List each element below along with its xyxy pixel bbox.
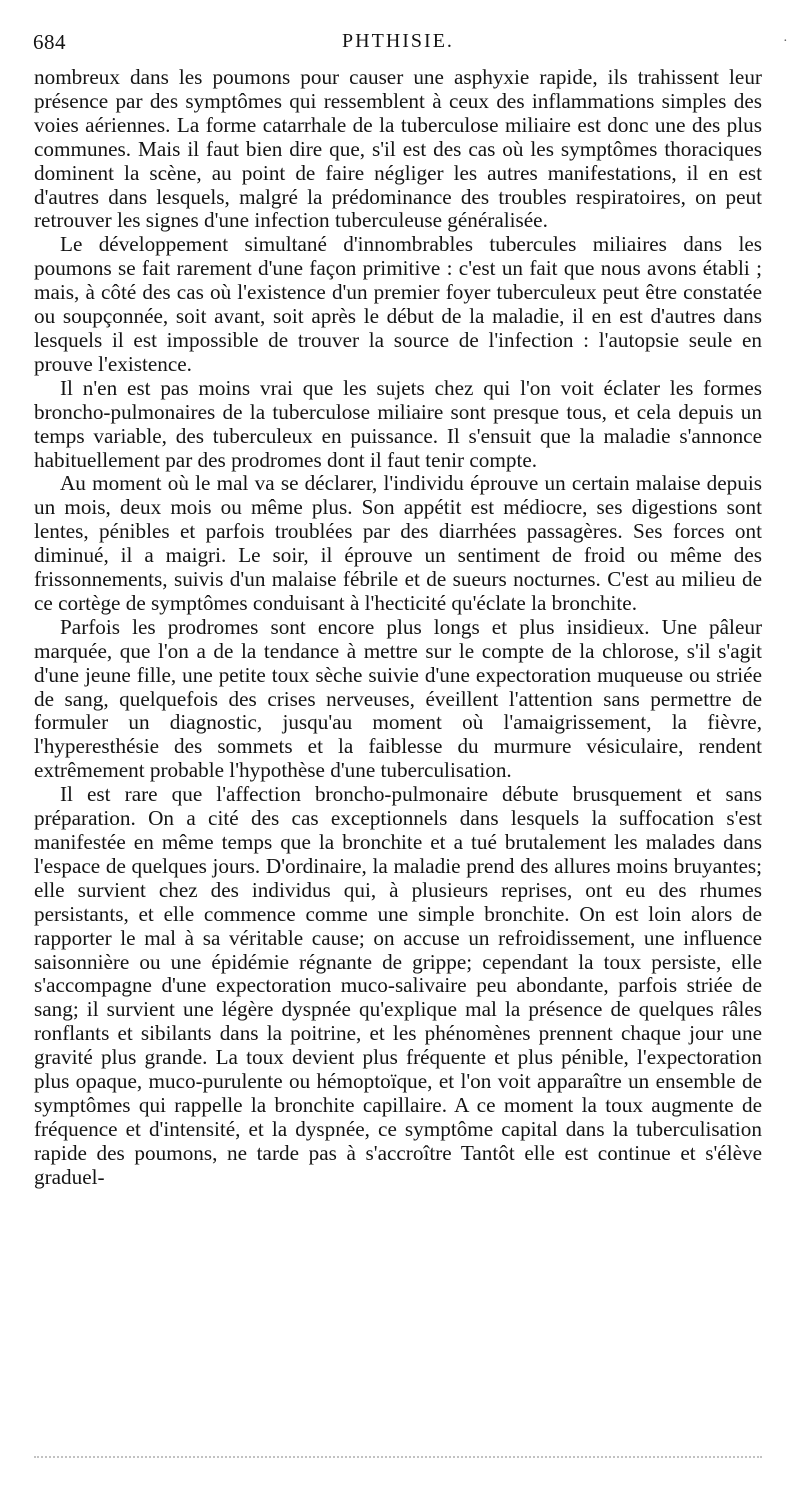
paragraph-1: nombreux dans les poumons pour causer une asphyxie rapide, ils trahissent leur présence par des symptômes qui ressemblent à ceux des inflammations simples des voies aériennes. La forme catarrhale de la tuberculose miliaire est donc une des plus communes. Mais il faut bien dire que, s'il est des cas où les symptômes thoraciques dominent la scène, au point de faire négliger les autres manifestations, il en est d'autres dans lesquels, malgré la prédominance des troubles respiratoires, on peut retrouver les signes d'une infection tuberculeuse généralisée. [34,65,762,233]
paragraph-3: Il n'en est pas moins vrai que les sujets chez qui l'on voit éclater les formes broncho-pulmonaires de la tuberculose miliaire sont presque tous, et cela depuis un temps variable, des tuberculeux en puissance. Il s'ensuit que la maladie s'annonce habituellement par des prodromes dont il faut tenir compte. [34,375,762,472]
paragraph-2: Le développement simultané d'innombrables tubercules miliaires dans les poumons se fait rarement d'une façon primitive : c'est un fait que nous avons établi ; mais, à côté des cas où l'existence d'un premier foyer tuberculeux peut être constatée ou soupçonnée, soit avant, soit après le début de la maladie, il en est d'autres dans lesquels il est impossible de trouver la source de l'infection : l'autopsie seule en prouve l'existence. [34,232,762,376]
body-text [34,66,762,1190]
paragraph-5: Parfois les prodromes sont encore plus longs et plus insidieux. Une pâleur marquée, que l'on a de la tendance à mettre sur le compte de la chlorose, s'il s'agit d'une jeune fille, une petite toux sèche suivie d'une expectoration muqueuse ou striée de sang, quelquefois des crises nerveuses, éveillent l'attention sans permettre de formuler un diagnostic, jusqu'au moment où l'amaigrissement, la fièvre, l'hyperesthésie des sommets et la faiblesse du murmure vésiculaire, rendent extrêmement probable l'hypothèse d'une tuberculisation. [34,614,762,783]
bleed-through-rule [34,1456,762,1458]
paragraph-4: Au moment où le mal va se déclarer, l'individu éprouve un certain malaise depuis un mois, deux mois ou même plus. Son appétit est médiocre, ses digestions sont lentes, pénibles et parfois troublées par des diarrhées passagères. Ses forces ont diminué, il a maigri. Le soir, il éprouve un sentiment de froid ou même des frissonnements, suivis d'un malaise fébrile et de sueurs nocturnes. C'est au milieu de ce cortège de symptômes conduisant à l'hecticité qu'éclate la bronchite. [34,471,762,615]
page-number: 684 [33,30,66,54]
paragraph-6: Il est rare que l'affection broncho-pulmonaire débute brusquement et sans préparation. On a cité des cas exceptionnels dans lesquels la suffocation s'est manifestée en même temps que la bronchite et a tué brutalement les malades dans l'espace de quelques jours. D'ordinaire, la maladie prend des allures moins bruyantes; elle survient chez des individus qui, à plusieurs reprises, ont eu des rhumes persistants, et elle commence comme une simple bronchite. On est loin alors de rapporter le mal à sa véritable cause; on accuse un refroidissement, une influence saisonnière ou une épidémie régnante de grippe; cependant la toux persiste, elle s'accompagne d'une expectoration muco-salivaire peu abondante, parfois striée de sang; il survient une légère dyspnée qu'explique mal la présence de quelques râles ronflants et sibilants dans la poitrine, et les phénomènes prennent chaque jour une gravité plus grande. La toux devient plus fréquente et plus pénible, l'expectoration plus opaque, muco-purulente ou hémoptoïque, et l'on voit apparaître un ensemble de symptômes qui rappelle la bronchite capillaire. A ce moment la toux augmente de fréquence et d'intensité, et la dyspnée, ce symptôme capital dans la tuberculisation rapide des poumons, ne tarde pas à s'accroître Tantôt elle est continue et s'élève graduel- [34,782,762,1189]
corner-mark: · [783,34,788,49]
running-title: PHTHISIE. [342,30,454,52]
page-header [33,30,788,60]
